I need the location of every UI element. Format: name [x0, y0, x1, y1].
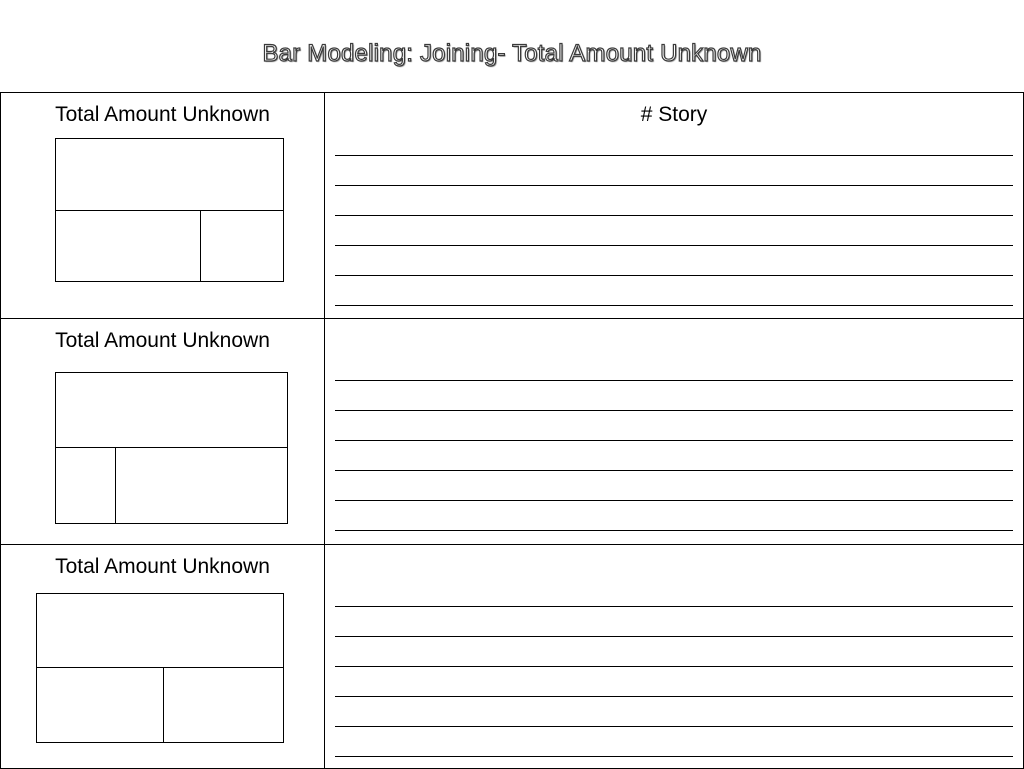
story-label: # Story	[640, 103, 708, 126]
writing-line[interactable]	[335, 577, 1013, 607]
writing-line[interactable]	[335, 471, 1013, 501]
table-row	[1, 319, 1024, 545]
writing-line[interactable]	[335, 246, 1013, 276]
bar-part-divider	[163, 668, 164, 742]
writing-line[interactable]	[335, 351, 1013, 381]
bar-model-cell	[1, 319, 325, 544]
worksheet-table	[0, 92, 1024, 769]
writing-line[interactable]	[335, 727, 1013, 757]
bar-model	[36, 593, 284, 743]
story-cell	[325, 93, 1024, 318]
writing-line[interactable]	[335, 186, 1013, 216]
writing-line[interactable]	[335, 126, 1013, 156]
writing-lines[interactable]	[335, 126, 1013, 306]
writing-line[interactable]	[335, 156, 1013, 186]
table-row	[1, 545, 1024, 769]
bar-model-cell	[1, 93, 325, 318]
bar-part-divider	[200, 211, 201, 281]
writing-line[interactable]	[335, 381, 1013, 411]
writing-line[interactable]	[335, 216, 1013, 246]
table-row	[1, 93, 1024, 319]
story-cell	[325, 319, 1024, 544]
bar-model-cell	[1, 545, 325, 768]
writing-line[interactable]	[335, 697, 1013, 727]
writing-lines[interactable]	[335, 577, 1013, 757]
bar-model	[55, 372, 288, 524]
writing-line[interactable]	[335, 411, 1013, 441]
cell-label: Total Amount Unknown	[55, 555, 270, 578]
writing-line[interactable]	[335, 441, 1013, 471]
bar-total-section	[37, 594, 283, 668]
cell-label: Total Amount Unknown	[55, 103, 270, 126]
bar-total-section	[56, 373, 287, 448]
writing-line[interactable]	[335, 667, 1013, 697]
story-cell	[325, 545, 1024, 768]
page-title: Bar Modeling: Joining- Total Amount Unknown	[262, 40, 762, 67]
bar-total-section	[56, 139, 283, 211]
writing-line[interactable]	[335, 501, 1013, 531]
writing-line[interactable]	[335, 607, 1013, 637]
writing-line[interactable]	[335, 637, 1013, 667]
bar-part-divider	[115, 448, 116, 523]
cell-label: Total Amount Unknown	[55, 329, 270, 352]
writing-lines[interactable]	[335, 351, 1013, 531]
writing-line[interactable]	[335, 276, 1013, 306]
bar-model	[55, 138, 284, 282]
